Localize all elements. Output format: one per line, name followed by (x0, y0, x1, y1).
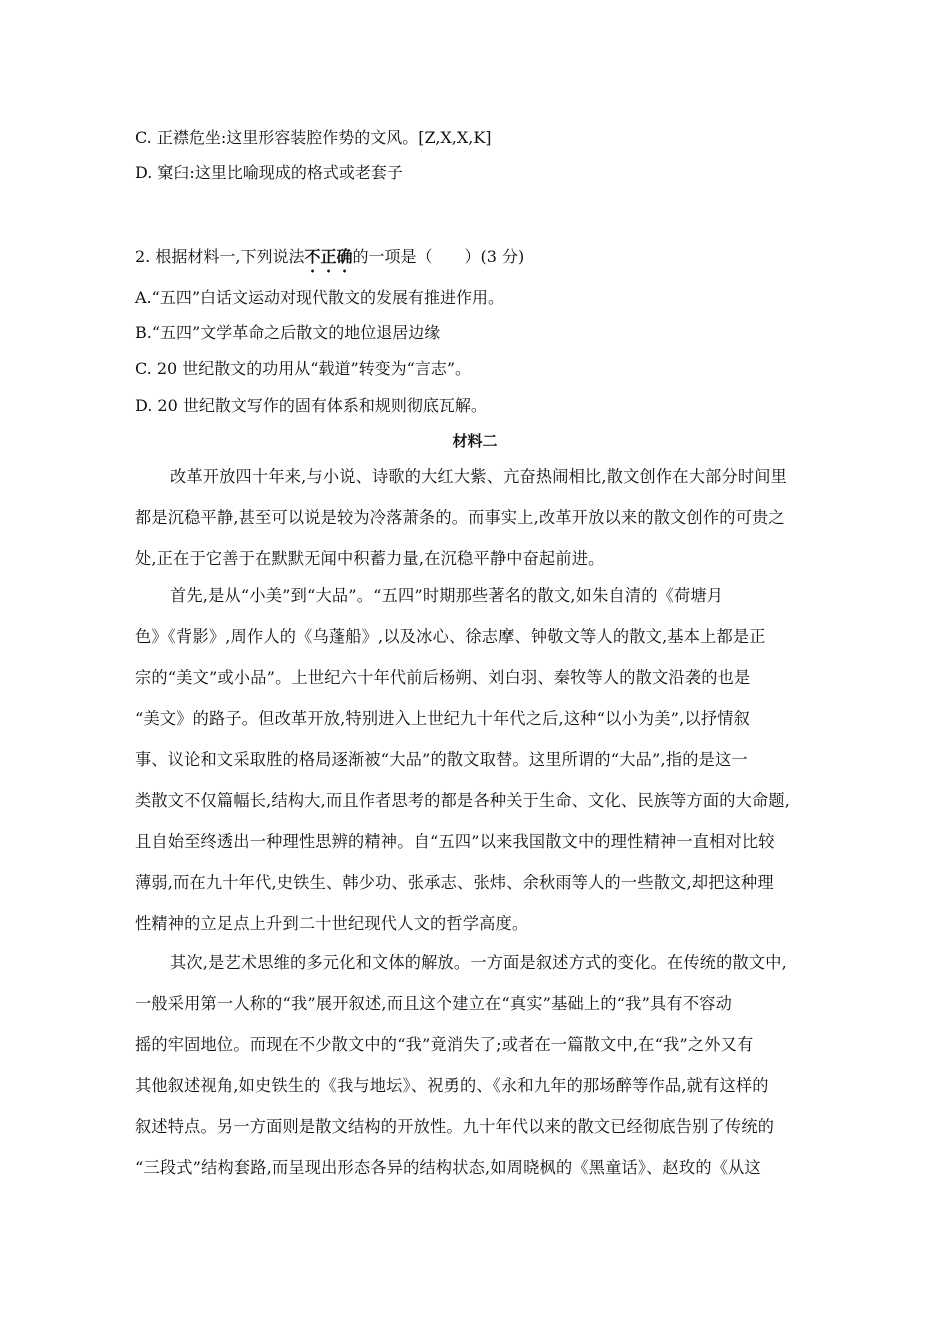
q2-option-c: C. 20 世纪散文的功用从“载道”转变为“言志”。 (135, 359, 472, 378)
paragraph-line: 处,正在于它善于在默默无闻中积蓄力量,在沉稳平静中奋起前进。 (135, 549, 605, 568)
stem-after: 的一项是（ ）(3 分) (352, 247, 525, 266)
paragraph-line: 一般采用第一人称的“我”展开叙述,而且这个建立在“真实”基础上的“我”具有不容动 (135, 994, 732, 1013)
paragraph-line: 宗的“美文”或小品”。上世纪六十年代前后杨朔、刘白羽、秦牧等人的散文沿袭的也是 (135, 668, 751, 687)
paragraph-line: 且自始至终透出一种理性思辨的精神。自“五四”以来我国散文中的理性精神一直相对比较 (135, 832, 775, 851)
paragraph-line: 首先,是从“小美”到“大品”。“五四”时期那些著名的散文,如朱自清的《荷塘月 (170, 586, 724, 605)
paragraph-line: 改革开放四十年来,与小说、诗歌的大红大紫、亢奋热闹相比,散文创作在大部分时间里 (170, 467, 788, 486)
option-c: C. 正襟危坐:这里形容装腔作势的文风。[Z,X,X,K] (135, 128, 492, 147)
stem-emphasis: 不正确 (304, 247, 353, 266)
paragraph-line: 事、议论和文采取胜的格局逐渐被“大品”的散文取替。这里所谓的“大品”,指的是这一 (135, 750, 748, 769)
option-d: D. 窠臼:这里比喻现成的格式或老套子 (135, 163, 403, 182)
paragraph-line: 都是沉稳平静,甚至可以说是较为冷落萧条的。而事实上,改革开放以来的散文创作的可贵之 (135, 508, 785, 527)
q2-option-a: A.“五四”白话文运动对现代散文的发展有推进作用。 (135, 288, 505, 307)
question-2-stem (135, 247, 524, 276)
paragraph-line: 性精神的立足点上升到二十世纪现代人文的哲学高度。 (135, 914, 529, 933)
stem-before: 2. 根据材料一,下列说法 (135, 247, 305, 266)
q2-option-b: B.“五四”文学革命之后散文的地位退居边缘 (135, 323, 441, 342)
paragraph-line: 类散文不仅篇幅长,结构大,而且作者思考的都是各种关于生命、文化、民族等方面的大命题, (135, 791, 791, 810)
paragraph-line: 色》《背影》,周作人的《乌蓬船》,以及冰心、徐志摩、钟敬文等人的散文,基本上都是正 (135, 627, 766, 646)
material-2-title: 材料二 (452, 432, 498, 450)
paragraph-line: 其次,是艺术思维的多元化和文体的解放。一方面是叙述方式的变化。在传统的散文中, (170, 953, 788, 972)
paragraph-line: “三段式”结构套路,而呈现出形态各异的结构状态,如周晓枫的《黑童话》、赵玫的《从这 (135, 1158, 761, 1177)
paragraph-line: 其他叙述视角,如史铁生的《我与地坛》、祝勇的、《永和九年的那场醉等作品,就有这样的 (135, 1076, 769, 1095)
paragraph-line: 摇的牢固地位。而现在不少散文中的“我”竟消失了;或者在一篇散文中,在“我”之外又有 (135, 1035, 754, 1054)
paragraph-line: 薄弱,而在九十年代,史铁生、韩少功、张承志、张炜、余秋雨等人的一些散文,却把这种理 (135, 873, 774, 892)
paragraph-line: “美文》的路子。但改革开放,特别进入上世纪九十年代之后,这种“以小为美”,以抒情叙 (135, 709, 751, 728)
q2-option-d: D. 20 世纪散文写作的固有体系和规则彻底瓦解。 (135, 396, 487, 415)
paragraph-line: 叙述特点。另一方面则是散文结构的开放性。九十年代以来的散文已经彻底告别了传统的 (135, 1117, 775, 1136)
